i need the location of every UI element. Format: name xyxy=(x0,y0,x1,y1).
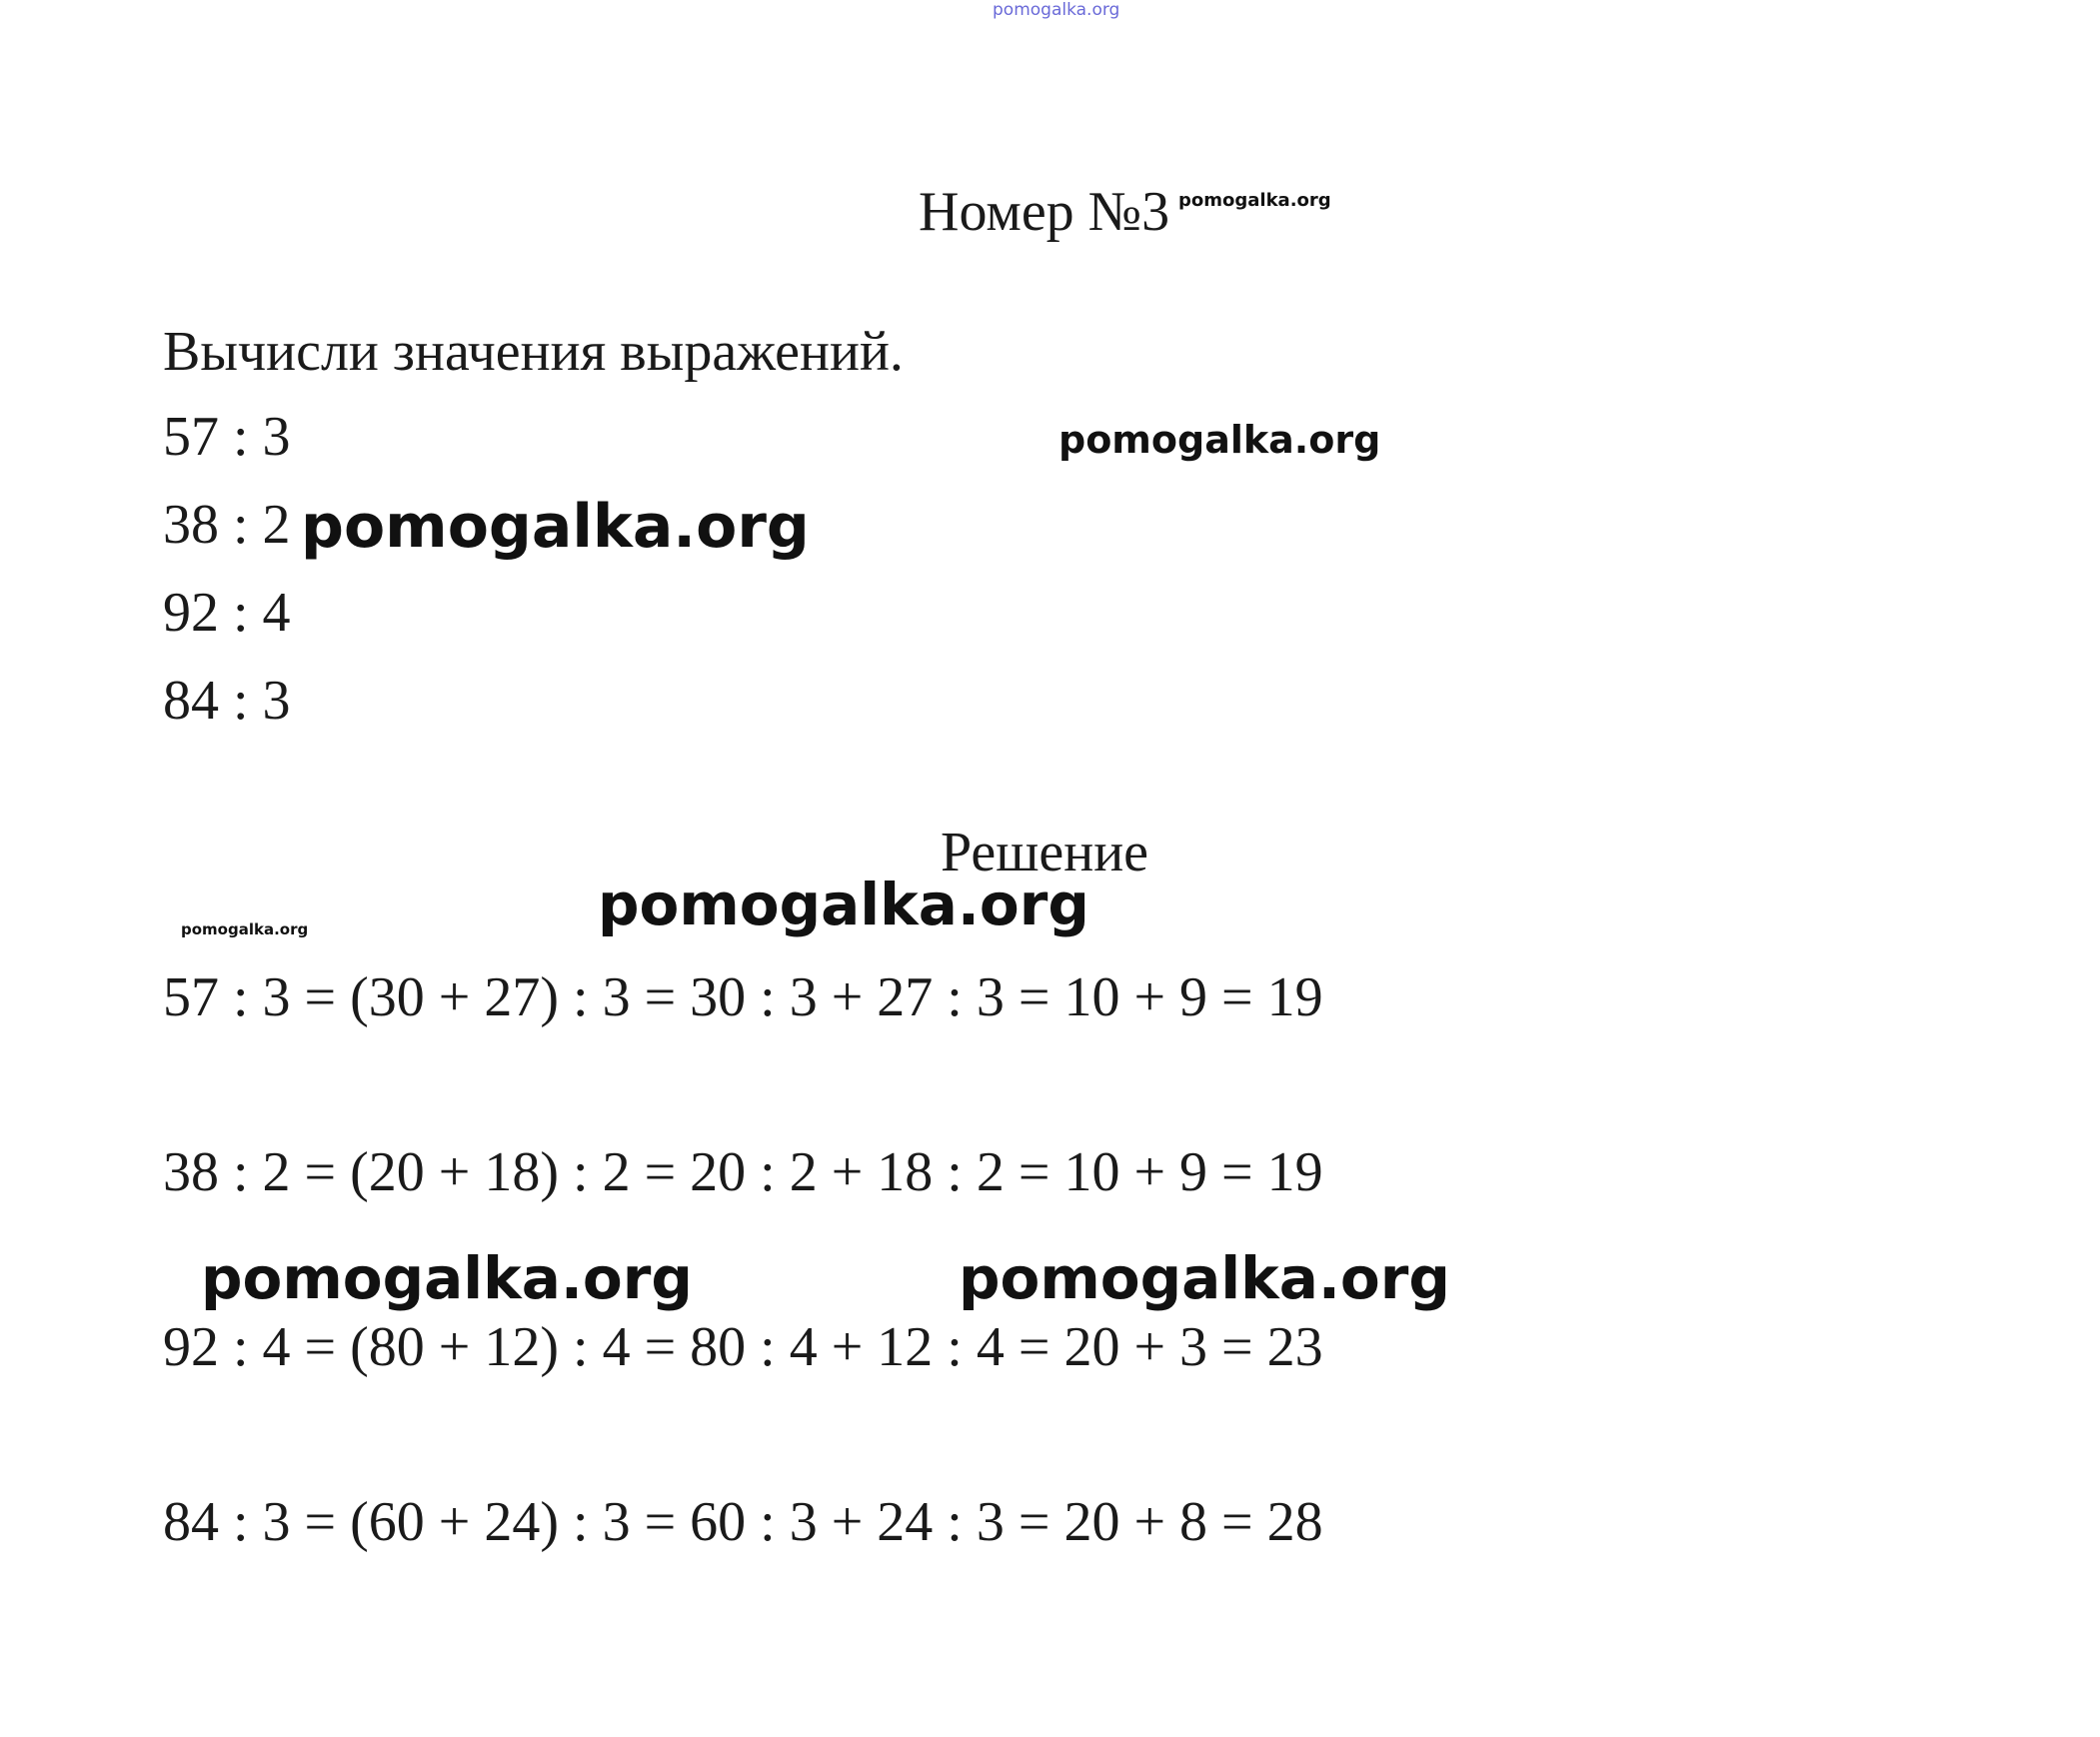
solution-heading: Решение xyxy=(941,822,1149,883)
answer-2: 38 : 2 = (20 + 18) : 2 = 20 : 2 + 18 : 2 = 10 + 9 = 19 xyxy=(163,1141,1323,1203)
watermark-center: pomogalka.org xyxy=(598,870,1089,938)
watermark-title: pomogalka.org xyxy=(1178,190,1331,211)
problem-2: 38 : 2 xyxy=(163,494,291,556)
task-instruction: Вычисли значения выражений. xyxy=(163,321,904,383)
watermark-top: pomogalka.org xyxy=(993,0,1120,20)
answer-1: 57 : 3 = (30 + 27) : 3 = 30 : 3 + 27 : 3 = 10 + 9 = 19 xyxy=(163,966,1323,1028)
watermark-small: pomogalka.org xyxy=(181,920,309,938)
watermark-right: pomogalka.org xyxy=(1058,418,1381,462)
answer-4: 84 : 3 = (60 + 24) : 3 = 60 : 3 + 24 : 3 = 20 + 8 = 28 xyxy=(163,1491,1323,1553)
problem-3: 92 : 4 xyxy=(163,582,291,644)
problem-4: 84 : 3 xyxy=(163,670,291,732)
answer-3: 92 : 4 = (80 + 12) : 4 = 80 : 4 + 12 : 4 = 20 + 3 = 23 xyxy=(163,1316,1323,1378)
watermark-inline: pomogalka.org xyxy=(301,492,810,562)
problem-1: 57 : 3 xyxy=(163,406,291,468)
watermark-right-lower: pomogalka.org xyxy=(959,1244,1450,1312)
watermark-left-lower: pomogalka.org xyxy=(201,1244,693,1312)
page-title: Номер №3 xyxy=(919,181,1170,243)
